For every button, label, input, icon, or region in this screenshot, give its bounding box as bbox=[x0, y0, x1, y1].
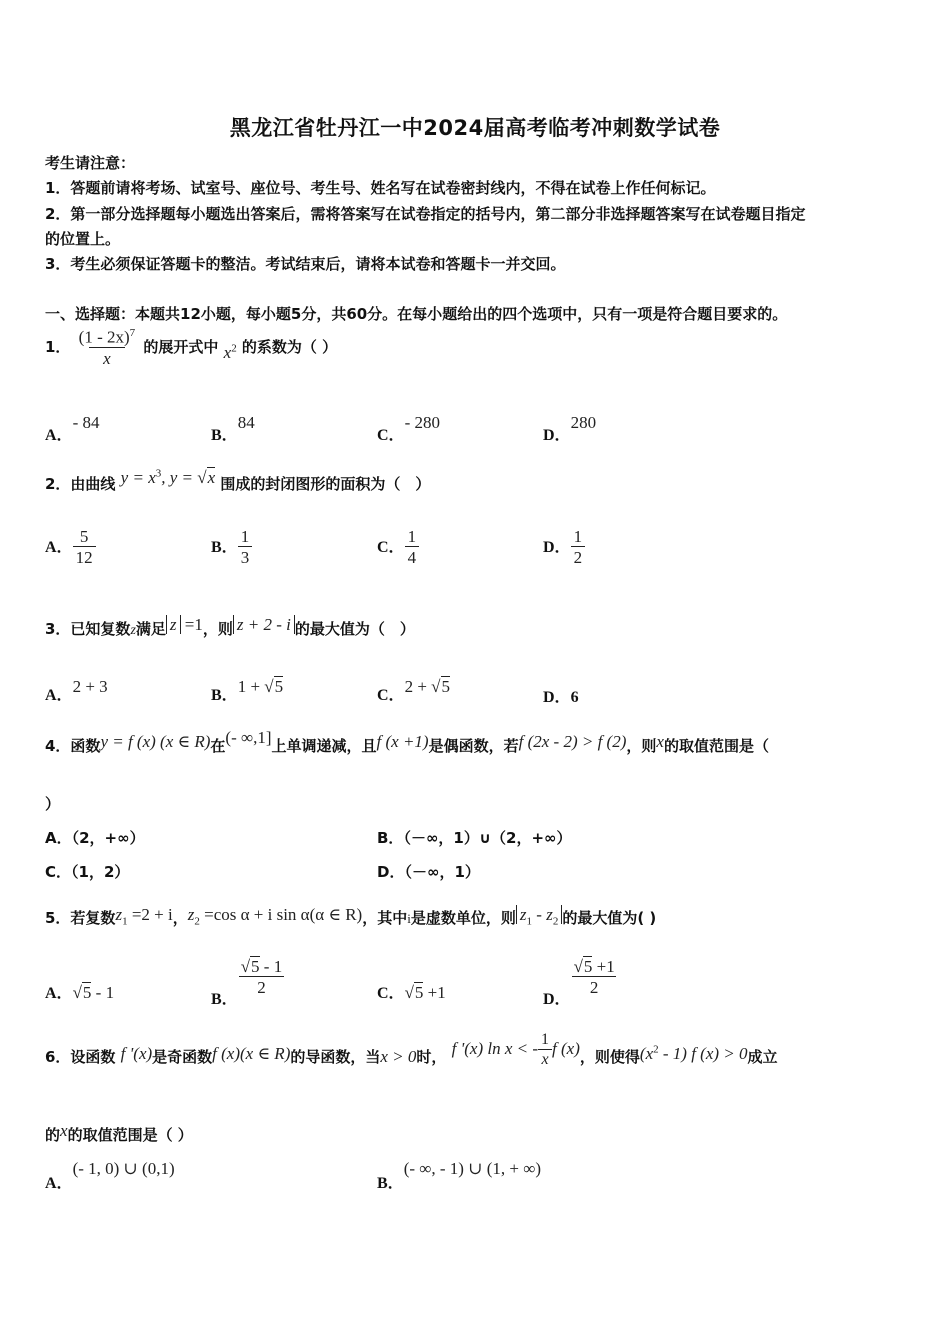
q1-option-a: A．- 84 bbox=[45, 413, 100, 444]
notice-item: 1．答题前请将考场、试室号、座位号、考生号、姓名写在试卷密封线内，不得在试卷上作任何标记。 bbox=[45, 179, 716, 197]
q6-option-b: B．(- ∞, - 1) ∪ (1, + ∞) bbox=[377, 1159, 541, 1192]
q2-option-c: C． $\frac{1}{4}$ bbox=[377, 528, 419, 567]
notice-heading: 考生请注意： bbox=[45, 154, 136, 172]
q1-option-d: D．280 bbox=[543, 413, 597, 444]
q2-option-a: A． $\frac{5}{12}$ bbox=[45, 528, 96, 567]
q6-option-a: A．(- 1, 0) ∪ (0,1) bbox=[45, 1159, 175, 1192]
q3-option-a: A．2 + 3 bbox=[45, 677, 108, 704]
q2-option-b: B． $\frac{1}{3}$ bbox=[211, 528, 252, 567]
q1-option-c: C．- 280 bbox=[377, 413, 440, 444]
question-1: 1． $\frac{(1 - 2x)^7}{x}$ 的展开式中 $x^2$ 的系数为（ ） bbox=[45, 327, 338, 368]
q5-option-b: B． $\frac{√5 - 1}{2}$ bbox=[211, 957, 283, 1008]
section-heading: 一、选择题：本题共12小题，每小题5分，共60分。在每小题给出的四个选项中，只有一项是符合题目要求的。 bbox=[45, 305, 788, 323]
page-title: 黑龙江省牡丹江一中2024届高考临考冲刺数学试卷 bbox=[229, 116, 721, 140]
question-4-close: ） bbox=[45, 795, 61, 813]
q4-option-c: C．（1，2） bbox=[45, 863, 130, 881]
q4-option-d: D．（－∞，1） bbox=[377, 863, 480, 881]
q5-option-c: C．√5 +1 bbox=[377, 983, 446, 1002]
q5-option-d: D． $\frac{√5 +1}{2}$ bbox=[543, 957, 615, 1008]
question-4: 4．函数y = f (x) (x ∈ R)在(- ∞,1]上单调递减，且f (x +1)是偶函数，若f (2x - 2) > f (2)，则x的取值范围是（ bbox=[45, 728, 769, 755]
question-5: 5．若复数$z_1 =2 + i$，$z_2 =\cos$ α + i sin α(α ∈ R)，其中i是虚数单位，则 $z_1 - z_2$ 的最大值为( ) bbox=[45, 905, 657, 928]
q3-option-b: B．1 + √5 bbox=[211, 677, 284, 704]
notice-item: 的位置上。 bbox=[45, 230, 121, 248]
q4-option-b: B．（－∞，1）∪（2，+∞） bbox=[377, 829, 572, 847]
question-number: 1． bbox=[45, 338, 71, 357]
q4-option-a: A．（2，+∞） bbox=[45, 829, 145, 847]
q5-option-a: A．√5 - 1 bbox=[45, 983, 115, 1002]
question-2: 2．由曲线 $y = x^3$, y = √x 围成的封闭图形的面积为（ ） bbox=[45, 467, 431, 493]
q2-option-d: D． $\frac{1}{2}$ bbox=[543, 528, 585, 567]
question-3: 3．已知复数z满足 z =1，则 z + 2 - i 的最大值为（ ） bbox=[45, 615, 415, 638]
q3-option-d: D．6 bbox=[543, 689, 579, 706]
q3-option-c: C．2 + √5 bbox=[377, 677, 450, 704]
notice-item: 2．第一部分选择题每小题选出答案后，需将答案写在试卷指定的括号内，第二部分非选择题答案写在试卷题目指定 bbox=[45, 205, 806, 223]
fraction: $\frac{(1 - 2x)^7}{x}$ bbox=[78, 327, 136, 368]
q1-option-b: B．84 bbox=[211, 413, 255, 444]
question-6-line2: 的x的取值范围是（ ） bbox=[45, 1121, 193, 1144]
notice-item: 3．考生必须保证答题卡的整洁。考试结束后，请将本试卷和答题卡一并交回。 bbox=[45, 255, 566, 273]
question-6: 6．设函数 f '(x)是奇函数f (x)(x ∈ R)的导函数，当x > 0时， f '(x) ln x < - $\frac{1}{x}$ f (x)，则使得$(x^2 - 1)$ f (x) > 0成立 bbox=[45, 1031, 778, 1068]
